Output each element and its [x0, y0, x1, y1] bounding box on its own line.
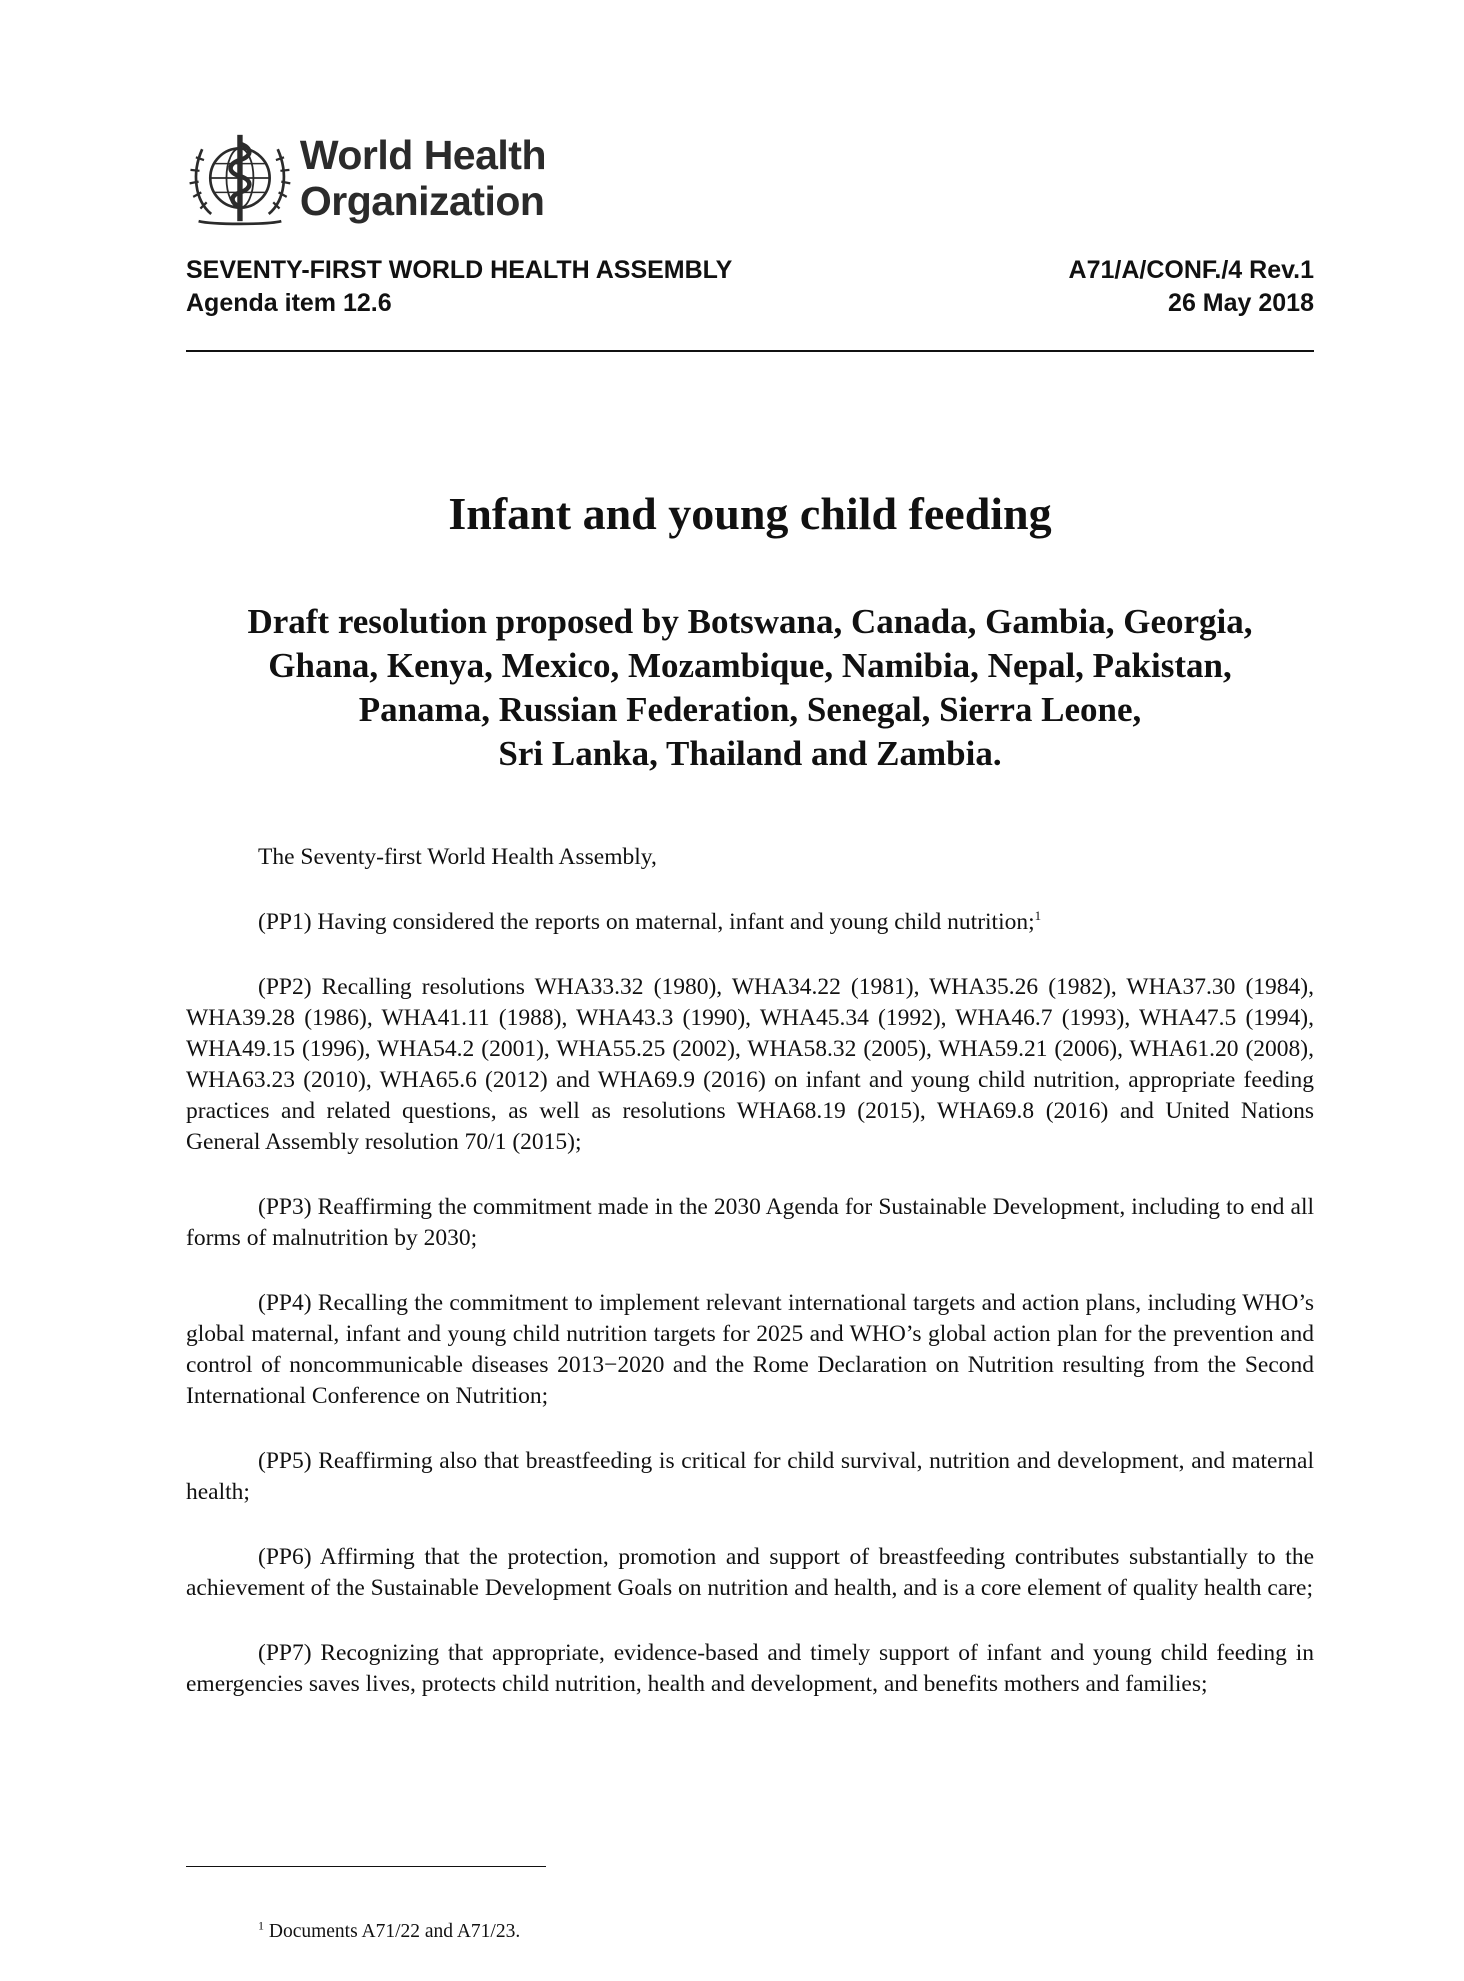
who-logo: [186, 120, 546, 236]
footnote-reference: 1: [1034, 908, 1042, 924]
preamble-pp7: (PP7) Recognizing that appropriate, evidence-based and timely support of infant and young child feeding in emergencies saves lives, protects child nutrition, health and development, and benefits mothers and families;: [186, 1640, 1314, 1697]
header-rule: [186, 350, 1314, 352]
preamble-pp2: (PP2) Recalling resolutions WHA33.32 (1980), WHA34.22 (1981), WHA35.26 (1982), WHA37.30 (1984), WHA39.28 (1986), WHA41.11 (1988), WHA43.3 (1990), WHA45.34 (1992), WHA46.7 (1993), WHA47.5 (1994), WHA49.15 (1996), WHA54.2 (2001), WHA55.25 (2002), WHA58.32 (2005), WHA59.21 (2006), WHA61.20 (2008), WHA63.23 (2010), WHA65.6 (2012) and WHA69.9 (2016) on infant and young child nutrition, appropriate feeding practices and related questions, as well as resolutions WHA68.19 (2015), WHA69.8 (2016) and United Nations General Assembly resolution 70/1 (2015);: [186, 974, 1314, 1155]
preamble-pp5: (PP5) Reaffirming also that breastfeeding is critical for child survival, nutrition and development, and maternal health;: [186, 1448, 1314, 1505]
header-right: [1069, 254, 1314, 320]
preamble-pp6: (PP6) Affirming that the protection, promotion and support of breastfeeding contributes substantially to the achievement of the Sustainable Development Goals on nutrition and health, and is a core element of quality health care;: [186, 1544, 1314, 1601]
who-logo-wordmark: [300, 132, 546, 224]
preamble-pp1: (PP1) Having considered the reports on maternal, infant and young child nutrition;$^1$: [258, 908, 1042, 935]
document-symbol: A71/A/CONF./4 Rev.1: [1068, 256, 1314, 284]
subtitle-line: Panama, Russian Federation, Senegal, Sierra Leone,: [358, 690, 1142, 729]
assembly-name: SEVENTY-FIRST WORLD HEALTH ASSEMBLY: [186, 256, 733, 284]
footnote: [258, 1920, 520, 1944]
header-left: [186, 254, 732, 320]
subtitle-line: Draft resolution proposed by Botswana, Canada, Gambia, Georgia,: [247, 602, 1253, 641]
footnote-marker: 1: [258, 1918, 264, 1933]
subtitle-line: Ghana, Kenya, Mexico, Mozambique, Namibia, Nepal, Pakistan,: [268, 646, 1232, 685]
logo-line-1: World Health: [299, 132, 546, 178]
preamble-pp4: (PP4) Recalling the commitment to implement relevant international targets and action plans, including WHO’s global maternal, infant and young child nutrition targets for 2025 and WHO’s global action plan for the prevention and control of noncommunicable diseases 2013−2020 and the Rome Declaration on Nutrition resulting from the Second International Conference on Nutrition;: [186, 1290, 1314, 1409]
logo-line-2: Organization: [299, 178, 545, 224]
who-emblem-icon: [186, 120, 294, 236]
subtitle-line: Sri Lanka, Thailand and Zambia.: [498, 734, 1002, 773]
document-subtitle: [186, 600, 1314, 776]
agenda-item: Agenda item 12.6: [186, 289, 392, 317]
document-date: 26 May 2018: [1168, 289, 1314, 317]
preamble-intro: The Seventy-first World Health Assembly,: [258, 844, 657, 870]
document-title: Infant and young child feeding: [448, 488, 1052, 539]
preamble-pp3: (PP3) Reaffirming the commitment made in the 2030 Agenda for Sustainable Development, including to end all forms of malnutrition by 2030;: [186, 1194, 1314, 1251]
footnote-rule: [186, 1866, 546, 1867]
footnote-text: Documents A71/22 and A71/23.: [268, 1921, 521, 1942]
resolution-body: [186, 842, 1314, 1734]
